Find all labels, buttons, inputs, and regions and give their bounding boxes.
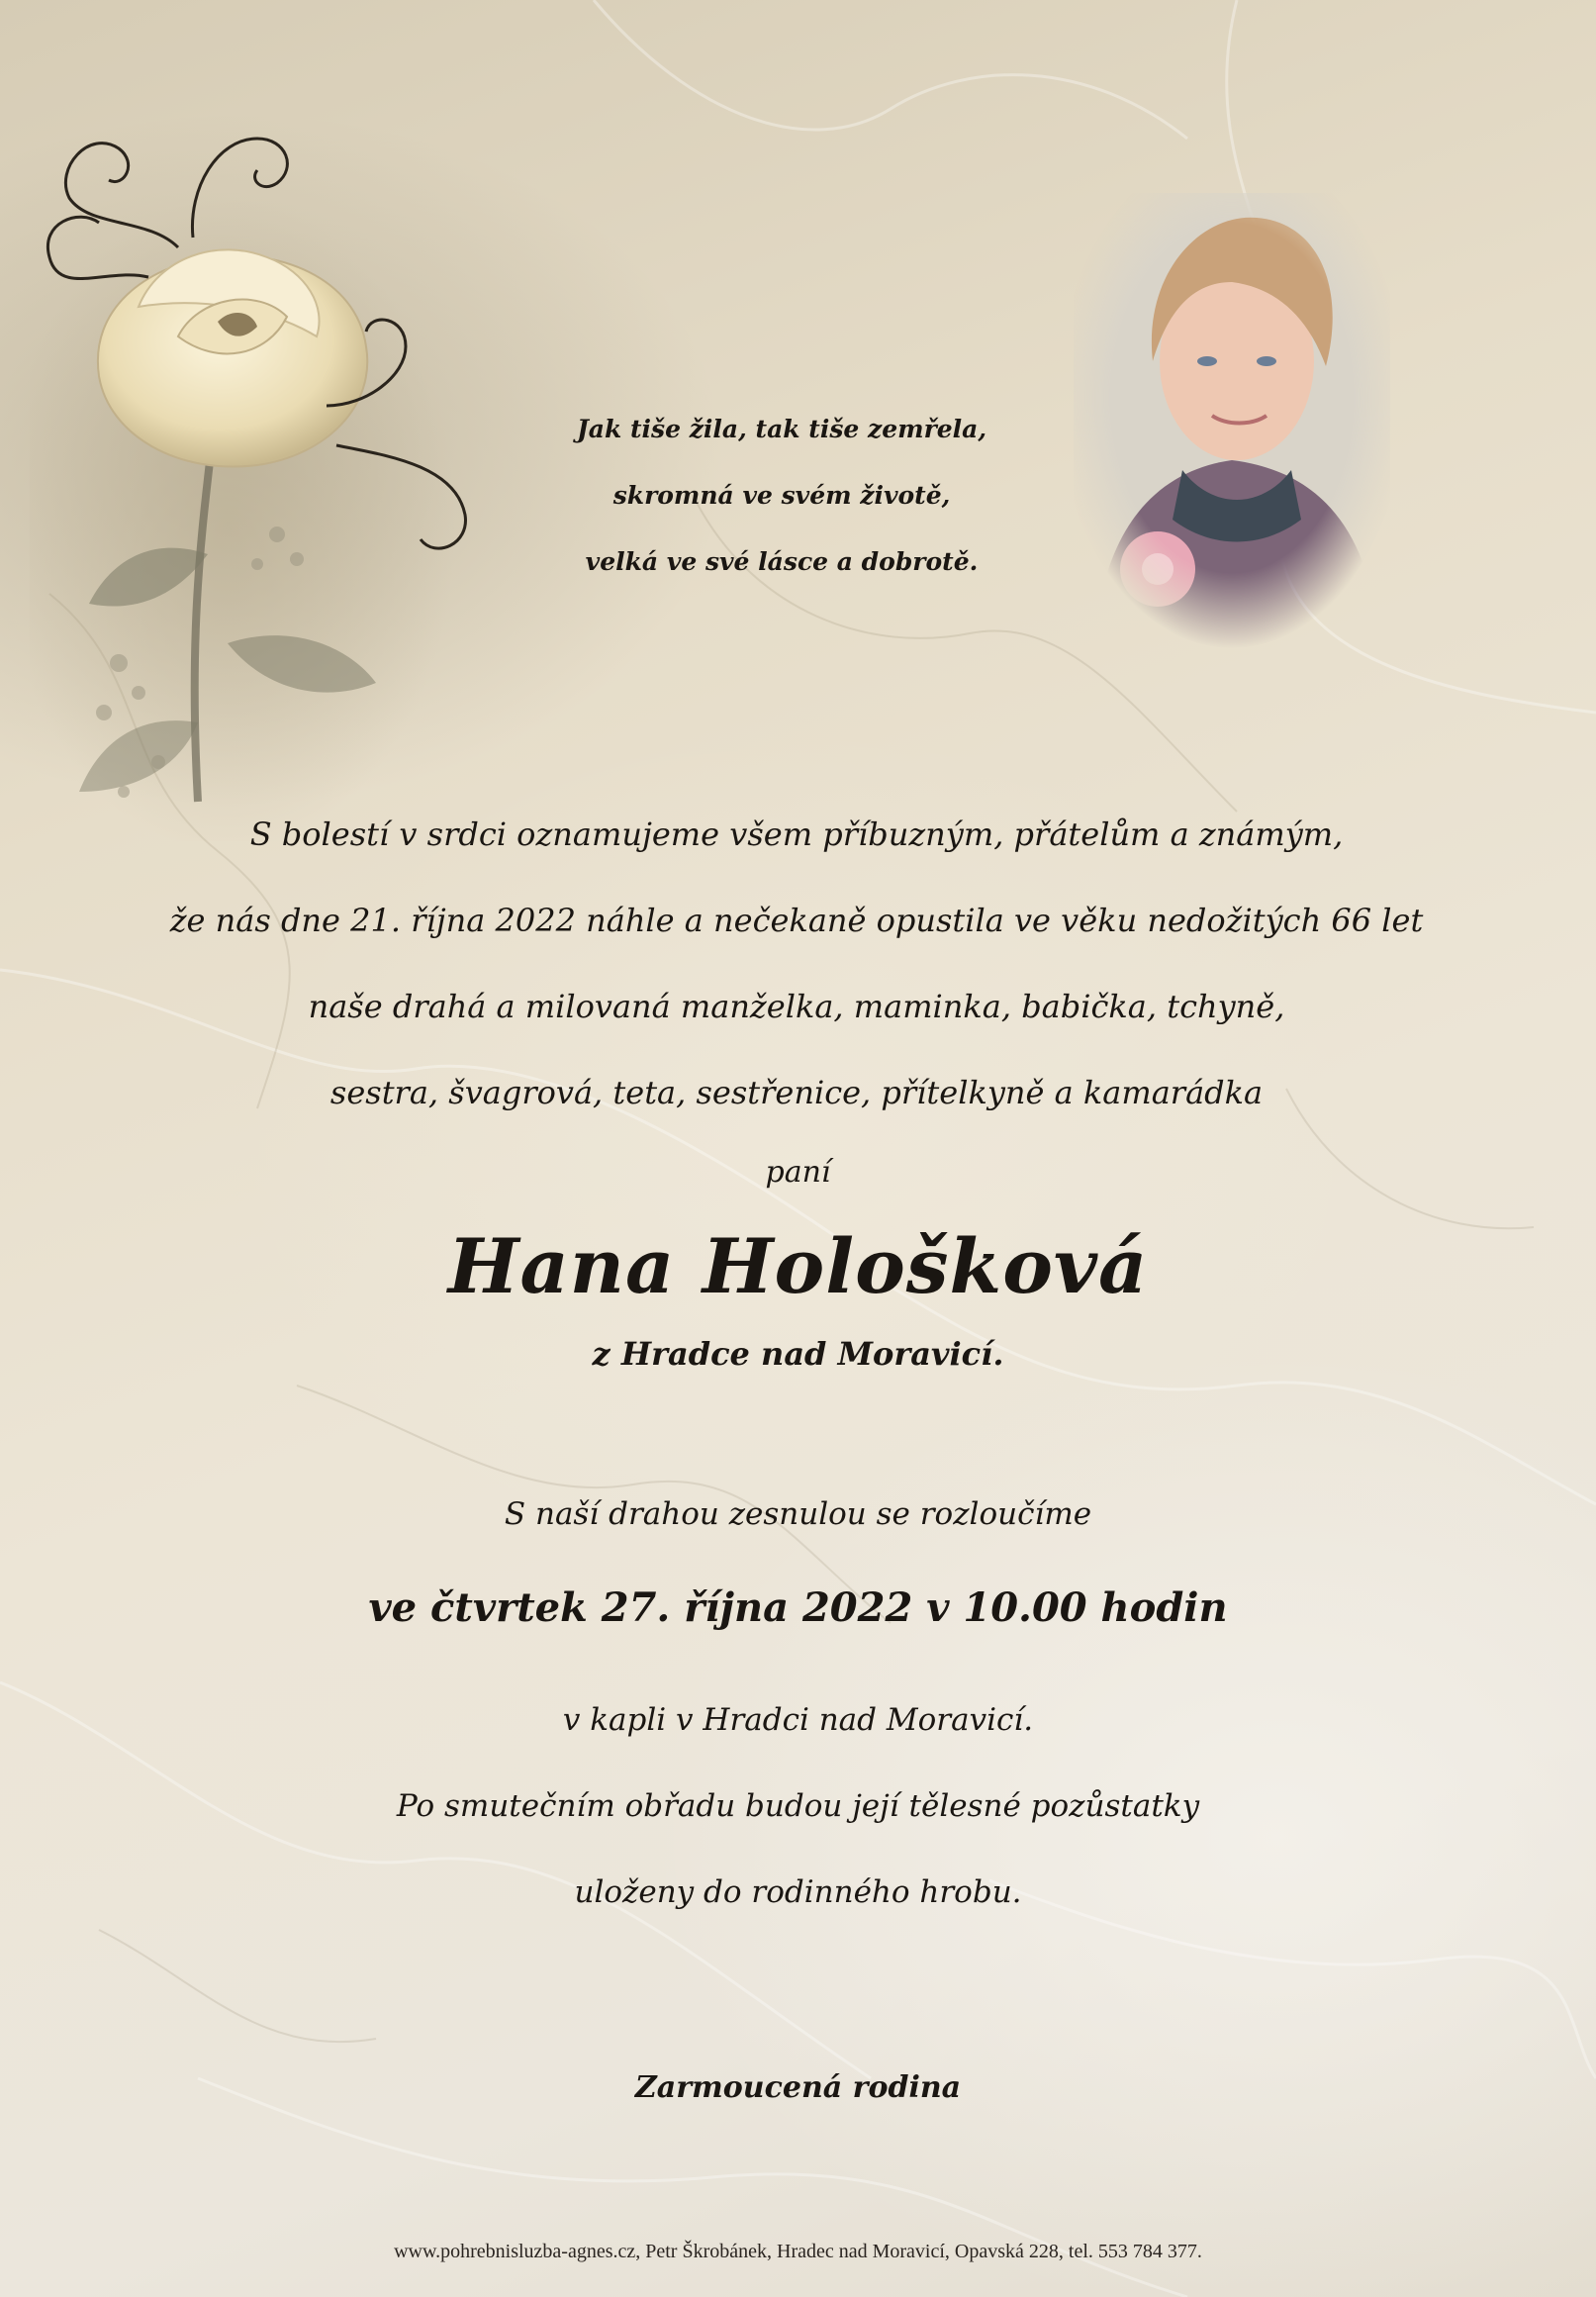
announcement-line: S bolestí v srdci oznamujeme všem příbuzným, přátelům a známým, (249, 815, 1344, 853)
funeral-service-footer: www.pohrebnisluzba-agnes.cz, Petr Škrobánek, Hradec nad Moravicí, Opavská 228, tel. 553 784 377. (394, 2241, 1202, 2262)
funeral-after-line: Po smutečním obřadu budou její tělesné pozůstatky (396, 1788, 1200, 1824)
rose-flourish-decoration (30, 109, 495, 841)
family-signature: Zarmoucená rodina (634, 2070, 962, 2105)
announcement-text (139, 792, 1455, 1136)
funeral-details (0, 1677, 1596, 1936)
announcement-line: sestra, švagrová, teta, sestřenice, přítelkyně a kamarádka (329, 1074, 1264, 1111)
motto-verse (554, 396, 1009, 595)
funeral-place: v kapli v Hradci nad Moravicí. (562, 1702, 1034, 1738)
funeral-datetime: ve čtvrtek 27. října 2022 v 10.00 hodin (368, 1584, 1228, 1631)
announcement-line: že nás dne 21. října 2022 náhle a nečekaně opustila ve věku nedožitých 66 let (169, 902, 1424, 939)
announcement-line: naše drahá a milovaná manželka, maminka, babička, tchyně, (308, 988, 1285, 1025)
deceased-origin: z Hradce nad Moravicí. (592, 1335, 1004, 1373)
motto-line: skromná ve svém životě, (612, 481, 951, 510)
motto-line: velká ve své lásce a dobrotě. (585, 547, 979, 576)
salutation: paní (765, 1155, 831, 1190)
portrait-photo (1074, 193, 1390, 648)
farewell-intro: S naší drahou zesnulou se rozloučíme (504, 1496, 1092, 1532)
funeral-after-line: uloženy do rodinného hrobu. (574, 1874, 1022, 1910)
motto-line: Jak tiše žila, tak tiše zemřela, (576, 415, 987, 443)
deceased-name: Hana Hološková (447, 1222, 1149, 1310)
